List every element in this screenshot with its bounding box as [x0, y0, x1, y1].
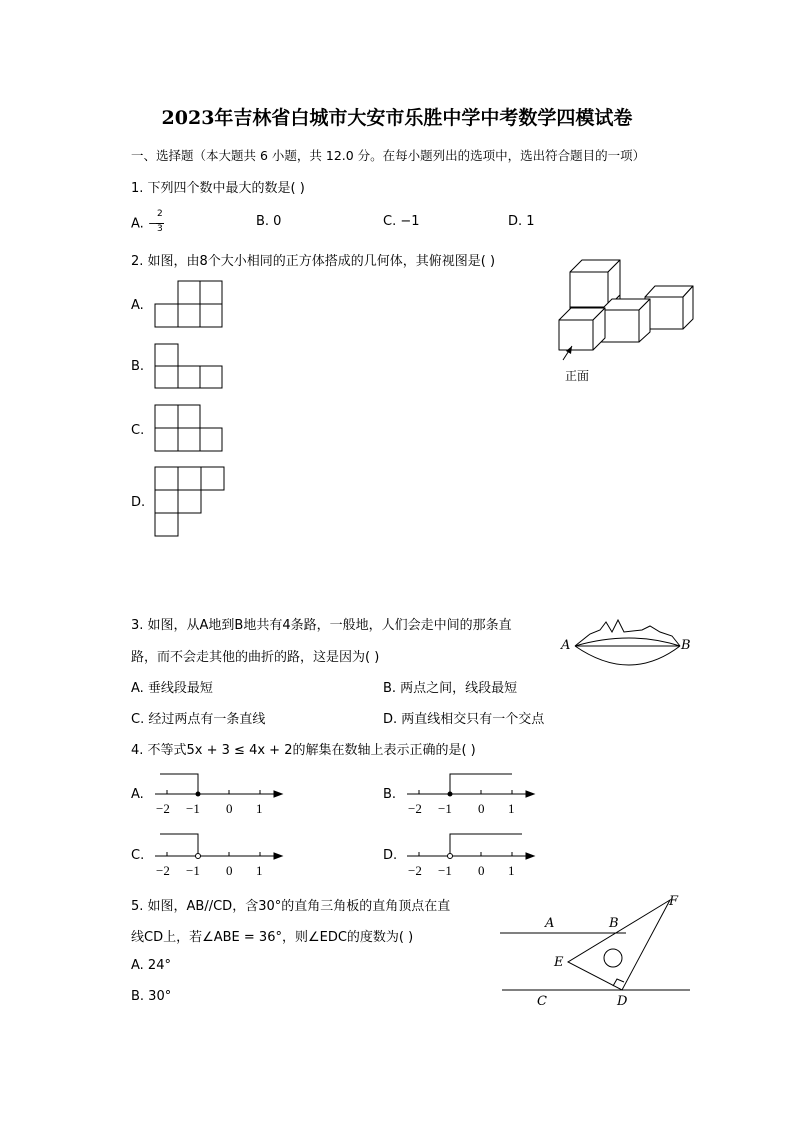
q4-c-tick-m1: −1	[186, 863, 200, 878]
q4-d-tick-1: 1	[508, 863, 515, 878]
q4-c-tick-0: 0	[226, 863, 233, 878]
q4-option-b-numberline	[402, 770, 537, 810]
q5-option-a: A. 24°	[131, 958, 171, 973]
q1-option-b: B. 0	[256, 214, 282, 229]
q2-cube-figure	[555, 250, 695, 385]
q1-option-c: C. −1	[383, 214, 420, 229]
q5-label-b: B	[609, 916, 619, 931]
q5-label-d: D	[617, 994, 628, 1009]
q1-option-d: D. 1	[508, 214, 535, 229]
q4-d-tick-0: 0	[478, 863, 485, 878]
page-title: 2023年吉林省白城市大安市乐胜中学中考数学四模试卷	[161, 107, 633, 129]
question-3-stem-line2: 路，而不会走其他的曲折的路，这是因为( )	[131, 650, 380, 665]
q5-label-e: E	[554, 955, 564, 970]
q4-a-tick-m1: −1	[186, 801, 200, 816]
q4-option-c-numberline	[150, 832, 285, 872]
q2-option-a-label: A.	[131, 298, 144, 313]
q4-option-b-label: B.	[383, 787, 397, 802]
q3-paths-figure	[560, 612, 695, 662]
q2-option-c-grid	[154, 404, 226, 452]
q4-c-tick-m2: −2	[156, 863, 170, 878]
q3-option-a: A. 垂线段最短	[131, 681, 213, 696]
q3-option-b: B. 两点之间，线段最短	[383, 681, 518, 696]
q4-option-c-label: C.	[131, 848, 145, 863]
q4-a-tick-m2: −2	[156, 801, 170, 816]
q4-option-d-numberline	[402, 832, 537, 872]
q5-label-c: C	[537, 994, 547, 1009]
q2-option-d-grid	[154, 466, 228, 538]
q3-option-d: D. 两直线相交只有一个交点	[383, 712, 545, 727]
question-5-stem-line1: 5. 如图，AB//CD，含30°的直角三角板的直角顶点在直	[131, 899, 451, 914]
question-4-stem: 4. 不等式5x + 3 ≤ 4x + 2的解集在数轴上表示正确的是( )	[131, 743, 476, 758]
q5-option-b: B. 30°	[131, 989, 172, 1004]
section-heading: 一、选择题（本大题共 6 小题，共 12.0 分。在每小题列出的选项中，选出符合题目的一项）	[131, 148, 646, 163]
q4-d-tick-m2: −2	[408, 863, 422, 878]
q2-option-a-grid	[154, 280, 226, 328]
q4-b-tick-m1: −1	[438, 801, 452, 816]
q4-option-a-label: A.	[131, 787, 144, 802]
q5-label-a: A	[545, 916, 555, 931]
question-2-stem: 2. 如图，由8个大小相同的正方体搭成的几何体，其俯视图是( )	[131, 254, 496, 269]
q4-b-tick-m2: −2	[408, 801, 422, 816]
q3-point-a: A	[561, 638, 571, 653]
q4-option-a-numberline	[150, 770, 285, 810]
q4-option-d-label: D.	[383, 848, 398, 863]
question-5-stem-line2: 线CD上，若∠ABE = 36°，则∠EDC的度数为( )	[131, 930, 414, 945]
q2-option-b-label: B.	[131, 359, 145, 374]
question-1-stem: 1. 下列四个数中最大的数是( )	[131, 181, 305, 196]
q4-b-tick-0: 0	[478, 801, 485, 816]
q2-option-b-grid	[154, 343, 226, 391]
q2-option-c-label: C.	[131, 423, 145, 438]
q1-option-a-fraction: − 2 3	[147, 209, 163, 234]
q3-option-c: C. 经过两点有一条直线	[131, 712, 266, 727]
q5-label-f: F	[669, 894, 679, 909]
q4-a-tick-1: 1	[256, 801, 263, 816]
q4-a-tick-0: 0	[226, 801, 233, 816]
front-view-label: 正面	[565, 369, 590, 383]
q4-d-tick-m1: −1	[438, 863, 452, 878]
question-3-stem-line1: 3. 如图，从A地到B地共有4条路，一般地，人们会走中间的那条直	[131, 618, 512, 633]
q3-point-b: B	[681, 638, 691, 653]
q2-option-d-label: D.	[131, 495, 146, 510]
q1-option-a	[131, 209, 170, 234]
q5-triangle-figure	[498, 895, 693, 1015]
q1-option-a-label: A.	[131, 216, 144, 232]
q4-b-tick-1: 1	[508, 801, 515, 816]
q4-c-tick-1: 1	[256, 863, 263, 878]
